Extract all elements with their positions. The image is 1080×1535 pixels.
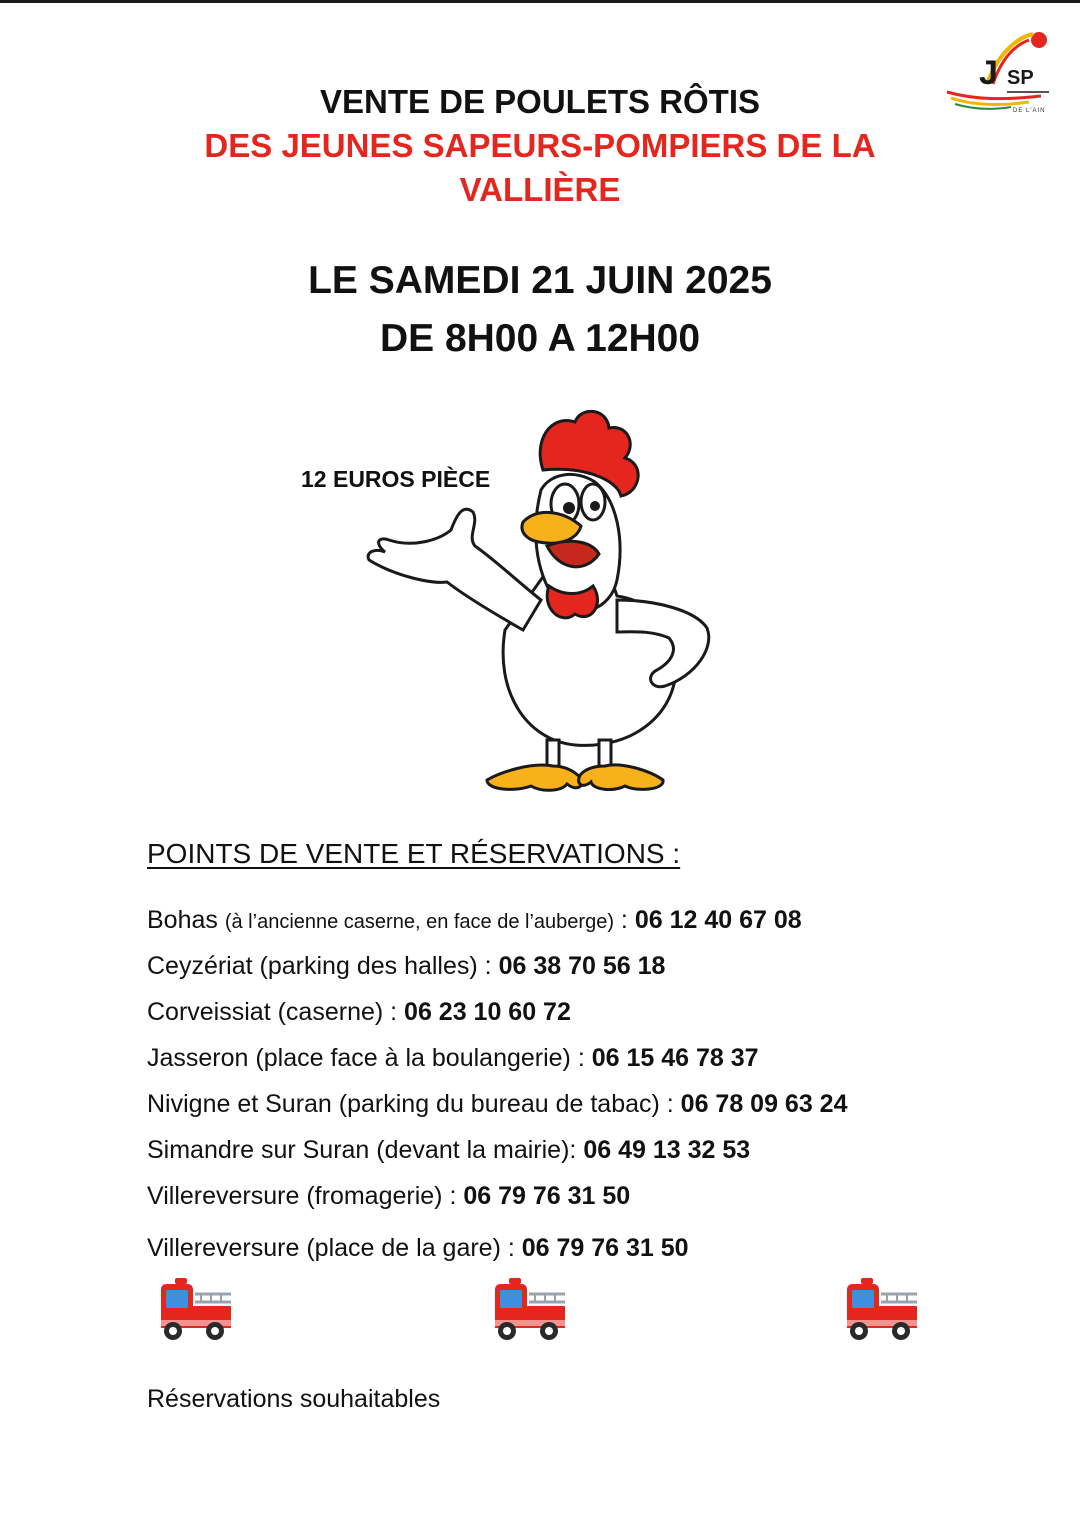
point-place: Corveissiat: [147, 998, 271, 1026]
point-detail: (fromagerie): [306, 1182, 443, 1210]
sales-point-bohas: [147, 897, 1047, 943]
point-separator: :: [442, 1182, 464, 1210]
sales-points-list: [147, 897, 1047, 1271]
point-separator: :: [659, 1090, 681, 1118]
sales-point-nivigne-et-suran: [147, 1081, 1047, 1127]
point-phone: 06 12 40 67 08: [634, 906, 802, 934]
point-separator: :: [569, 1136, 584, 1164]
point-detail: (place de la gare): [306, 1234, 501, 1262]
event-date: LE SAMEDI 21 JUIN 2025: [308, 259, 772, 302]
point-phone: 06 79 76 31 50: [463, 1182, 631, 1210]
point-detail: (à l’ancienne caserne, en face de l’auberge): [224, 911, 614, 933]
fire-truck-icon: [843, 1276, 919, 1342]
point-separator: :: [613, 906, 635, 934]
point-detail: (parking des halles): [259, 952, 478, 980]
point-detail: (parking du bureau de tabac): [338, 1090, 660, 1118]
sales-point-ceyzeriat: [147, 943, 1047, 989]
reservation-note: Réservations souhaitables: [147, 1385, 441, 1413]
date-block: [0, 252, 1080, 368]
point-detail: (devant la mairie): [376, 1136, 570, 1164]
point-phone: 06 38 70 56 18: [498, 952, 666, 980]
page-subtitle: DES JEUNES SAPEURS-POMPIERS DE LA VALLIÈRE: [204, 127, 876, 208]
rooster-illustration-icon: [355, 400, 725, 800]
point-place: Nivigne et Suran: [147, 1090, 332, 1118]
point-separator: :: [500, 1234, 522, 1262]
point-separator: :: [477, 952, 499, 980]
sales-point-simandre-sur-suran: [147, 1127, 1047, 1173]
point-phone: 06 78 09 63 24: [680, 1090, 848, 1118]
fire-truck-icon: [157, 1276, 233, 1342]
point-place: Villereversure: [147, 1182, 300, 1210]
sales-point-jasseron: [147, 1035, 1047, 1081]
point-phone: 06 79 76 31 50: [521, 1234, 689, 1262]
logo-letter-j: J: [979, 54, 998, 92]
point-phone: 06 15 46 78 37: [591, 1044, 759, 1072]
point-phone: 06 23 10 60 72: [404, 998, 571, 1026]
point-separator: :: [383, 998, 405, 1026]
price-label: 12 EUROS PIÈCE: [301, 466, 491, 492]
point-place: Villereversure: [147, 1234, 300, 1262]
point-place: Bohas: [147, 906, 218, 934]
sales-point-villereversure-gare: [147, 1225, 1047, 1271]
logo-letters-sp: SP: [1007, 67, 1034, 89]
top-border: [0, 0, 1080, 3]
point-place: Simandre sur Suran: [147, 1136, 370, 1164]
sales-points-title: POINTS DE VENTE ET RÉSERVATIONS :: [147, 838, 681, 869]
logo-subtitle: DE L'AIN: [1013, 108, 1046, 114]
point-place: Jasseron: [147, 1044, 249, 1072]
event-time: DE 8H00 A 12H00: [379, 317, 701, 360]
point-phone: 06 49 13 32 53: [583, 1136, 751, 1164]
point-place: Ceyzériat: [147, 952, 253, 980]
sales-point-villereversure-fromagerie: [147, 1173, 1047, 1219]
fire-truck-icon: [491, 1276, 567, 1342]
point-detail: (place face à la boulangerie): [255, 1044, 571, 1072]
header: [0, 80, 1080, 212]
page-title: VENTE DE POULETS RÔTIS: [319, 83, 761, 120]
point-detail: (caserne): [277, 998, 384, 1026]
point-separator: :: [570, 1044, 592, 1072]
rooster-illustration: [355, 400, 725, 800]
sales-point-corveissiat: [147, 989, 1047, 1035]
